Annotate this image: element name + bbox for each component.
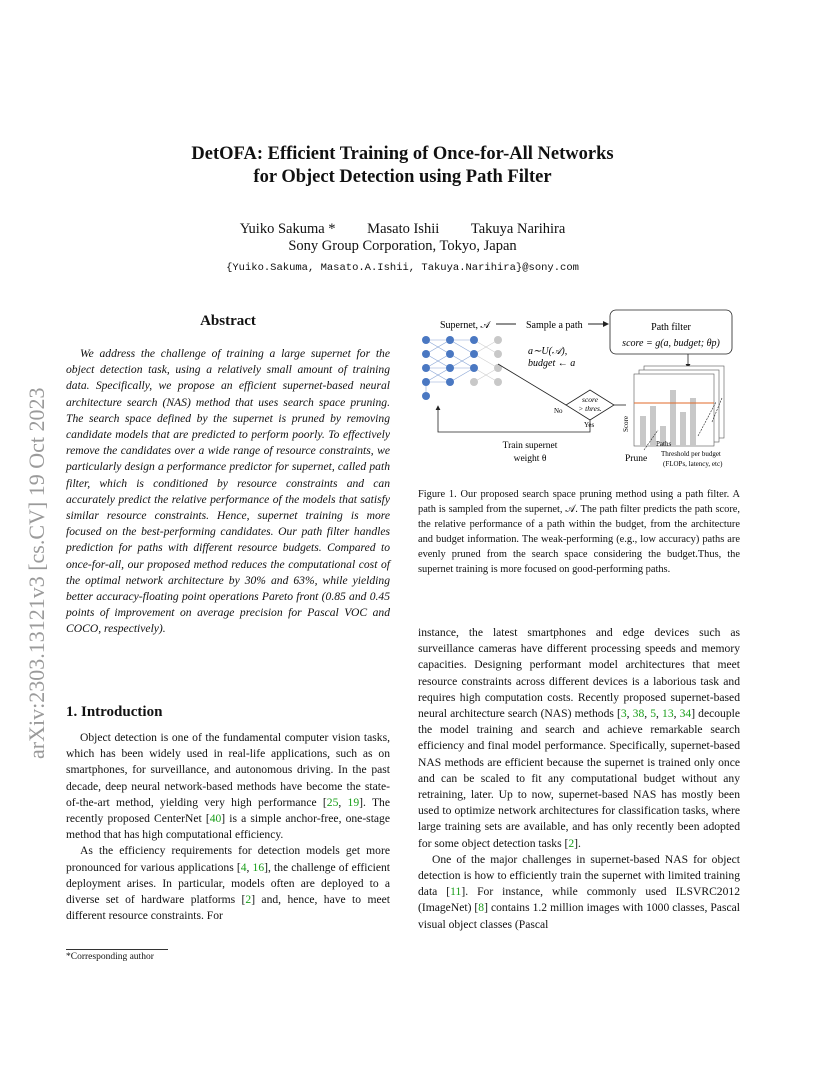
footnote: *Corresponding author [66,952,154,962]
threshold-label-1: Threshold per budget [661,450,721,458]
train-weight-label: weight θ [513,454,547,464]
citation-link[interactable]: 5 [650,707,657,721]
abstract-text: We address the challenge of training a large supernet for the object detection task, using a relatively small amount of training data. Specifically, we propose an efficient supernet-based neural architecture search (NAS) method that uses search space pruning. The search space defined by the supernet is pruned by removing candidate models that are predicted to perform poorly. To effectively remove the candidates over a wide range of resource constraints, we particularly design a performance predictor for supernet, called path filter, which is conditioned by resource constraints and can accurately predict the relative performance of the models that satisfy similar resource constraints. Hence, supernet training is more focused on the best-performing candidates. Our path filter handles prediction for paths with different resource budgets. Compared to once-for-all, our proposed method reduces the computational cost of the optimal network architecture by 30% and 63%, while yielding better accuracy-floating point operations Pareto front (0.85 and 0.45 points of improvement on average precision for Pascal VOC and COCO, respectively). [66,347,390,636]
title-line-2: for Object Detection using Path Filter [253,167,552,187]
title-line-1: DetOFA: Efficient Training of Once-for-All Networks [191,144,614,164]
citation-link[interactable]: 16 [252,860,265,874]
path-filter-label: Path filter [651,322,691,333]
paper-title [120,143,685,189]
intro-paragraph-2: As the efficiency requirements for detection models get more pronounced for various applications [4, 16], the challenge of efficient deployment arises. In particular, models often are deployed to a diverse set of hardware platforms [2] and, hence, have to meet different resource constraints. For [66,844,390,923]
right-paragraph-2: One of the major challenges in supernet-based NAS for object detection is how to efficiently train the supernet with limited training data [11]. For instance, while commonly used ILSVRC2012 (ImageNet) [8] contains 1.2 million images with 1000 classes, Pascal visual object classes (Pascal [418,852,740,931]
decision-line-1: score [582,395,598,404]
citation-link[interactable]: 25 [326,795,339,809]
citation-link[interactable]: 19 [347,795,360,809]
citation-link[interactable]: 2 [568,836,575,850]
score-plots [634,366,724,450]
supernet-graph [422,336,502,400]
no-label: No [554,407,563,415]
paths-label: Paths [656,440,672,448]
sample-path-label: Sample a path [526,320,583,331]
author-emails: {Yuiko.Sakuma, Masato.A.Ishii, Takuya.Narihira}@sony.com [226,262,579,274]
author-2: Masato Ishii [367,221,440,237]
right-paragraph-1: instance, the latest smartphones and edge devices such as surveillance cameras have different processing speeds and memory capacities. Designing performant model architectures that meet resource constraints across different devices is a laborious task and requires high computation costs. Recently proposed supernet-based neural architecture search (NAS) methods [3, 38, 5, 13, 34] decouple the model training and search and achieve remarkable search efficiency and final model performance. Specifically, supernet-based NAS methods are efficient because the supernet is trained only once and can be scaled to fit any computational budget without any retraining, later. Up to now, supernet-based NAS has mostly been used to optimize network architectures for classification tasks, where large training sets are available, and has only recently been adopted for some object detection tasks [2]. [418,626,741,850]
author-1: Yuiko Sakuma * [239,221,336,237]
citation-link[interactable]: 3 [620,707,627,721]
citation-link[interactable]: 2 [245,893,252,907]
score-formula: score = g(a, budget; θp) [622,338,720,349]
citation-link[interactable]: 11 [450,885,462,899]
arxiv-id-text: arXiv:2303.13121v3 [cs.CV] 19 Oct 2023 [24,387,49,759]
author-3: Takuya Narihira [470,221,566,237]
footnote-rule [66,949,168,950]
author-list [120,219,685,239]
citation-link[interactable]: 38 [632,707,645,721]
intro-right-column [418,625,740,933]
abstract-heading: Abstract [200,313,256,329]
supernet-label: Supernet, 𝒜 [440,320,491,331]
citation-link[interactable]: 8 [478,901,485,915]
train-supernet-label: Train supernet [502,441,558,451]
intro-paragraph-1: Object detection is one of the fundamental computer vision tasks, which has been widely used in real-life applications, such as on smartphones, for surveillance, and autonomous driving. In the past decade, deep neural network-based methods have become the state-of-the-art method, yielding very high performance [25, 19]. The recently proposed CenterNet [40] is a simple anchor-free, one-stage method that has high computational efficiency. [66,731,390,842]
budget-equation: budget ← a [528,358,576,369]
citation-link[interactable]: 13 [662,707,674,721]
score-axis-label: Score [622,416,630,432]
decision-line-2: > thres. [578,404,602,413]
figure-1 [418,306,744,474]
threshold-label-2: (FLOPs, latency, etc) [663,460,723,468]
citation-link[interactable]: 34 [679,707,692,721]
yes-label: Yes [584,421,595,429]
intro-left-column [66,730,390,924]
figure-caption: Figure 1. Our proposed search space pruning method using a path filter. A path is sampled from the supernet, 𝒜. The path filter predicts the path score, the relative performance of a path within the budget, from the architecture and budget information. The weak-performing (e.g., low accuracy) paths are evenly pruned from the search space considering the budget.Thus, the supernet training is more focused on good-performing paths. [418,489,740,575]
affiliation: Sony Group Corporation, Tokyo, Japan [288,238,517,254]
citation-link[interactable]: 40 [209,812,222,826]
citation-link[interactable]: 4 [240,860,247,874]
sampling-equation: a∼U(𝒜), [528,346,568,357]
arxiv-identifier [8,284,58,764]
prune-label: Prune [625,454,648,464]
introduction-heading: 1. Introduction [66,704,163,720]
